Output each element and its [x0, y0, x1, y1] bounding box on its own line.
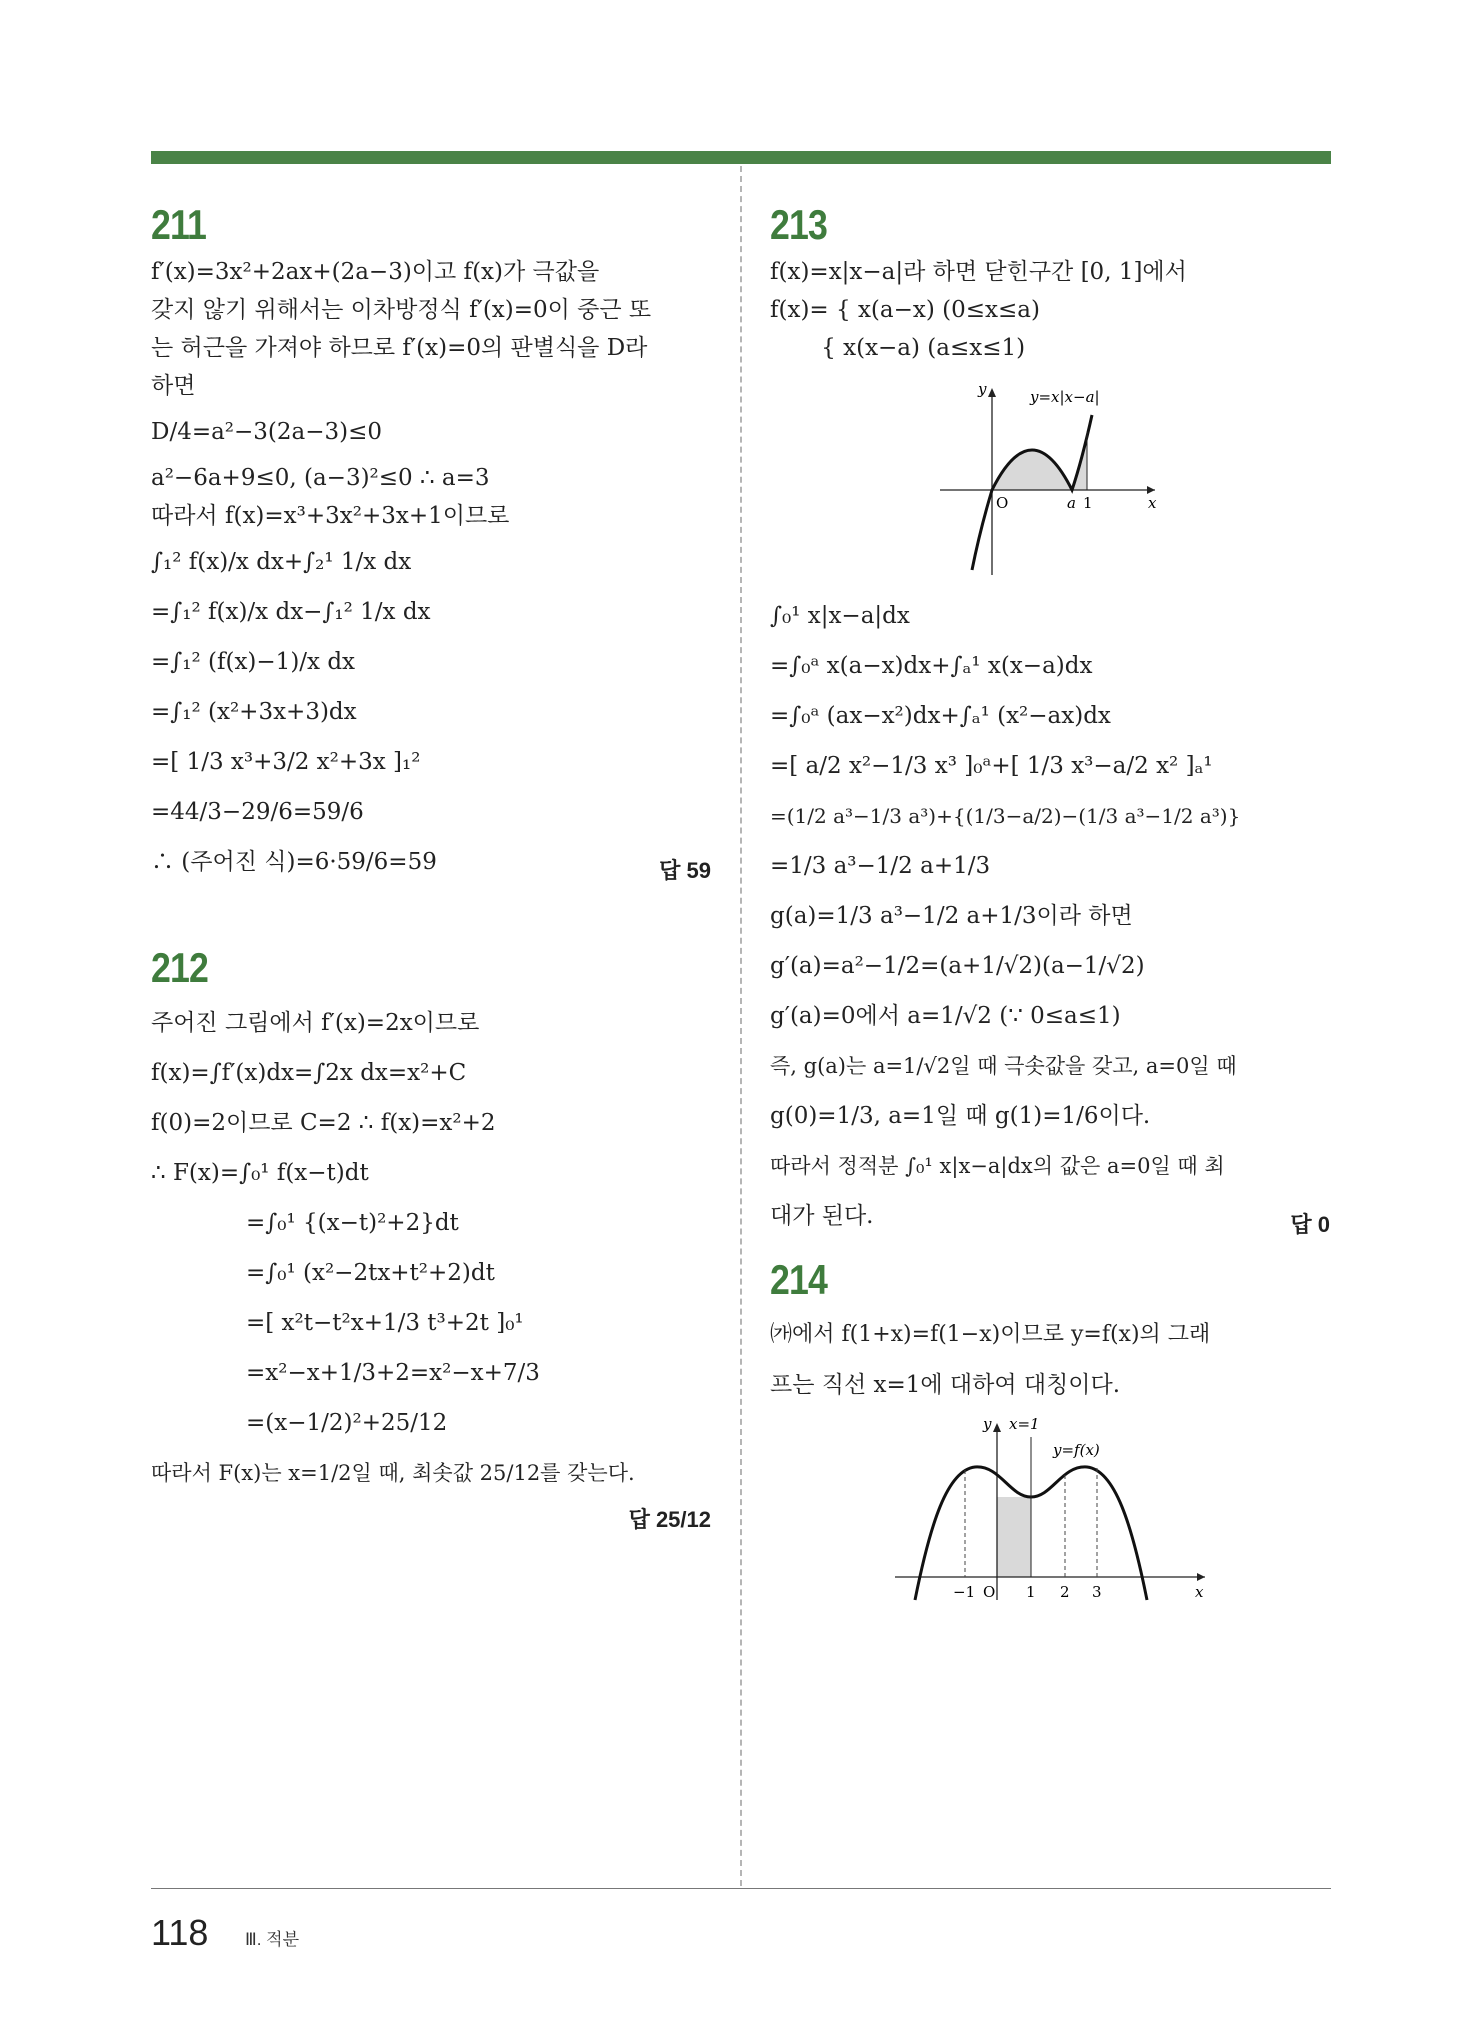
solution-line: =∫₁² (x²+3x+3)dx	[151, 699, 357, 725]
solution-line: f(x)= { x(a−x) (0≤x≤a)	[770, 297, 1040, 323]
solution-line: 따라서 정적분 ∫₀¹ x|x−a|dx의 값은 a=0일 때 최	[770, 1154, 1225, 1178]
problem-number: 213	[770, 201, 828, 248]
solution-line: =∫₀¹ {(x−t)²+2}dt	[246, 1210, 459, 1236]
x-label: x	[1148, 494, 1157, 512]
x-label: x	[1195, 1583, 1204, 1601]
solution-line: =∫₁² f(x)/x dx−∫₁² 1/x dx	[151, 599, 431, 625]
section-label: Ⅲ. 적분	[245, 1930, 300, 1949]
solution-line: f′(x)=3x²+2ax+(2a−3)이고 f(x)가 극값을	[151, 259, 600, 285]
solution-line: f(x)=x|x−a|라 하면 닫힌구간 [0, 1]에서	[770, 259, 1187, 285]
tick-1: 1	[1083, 494, 1093, 512]
solution-line: 대가 된다.	[770, 1203, 874, 1229]
problem-number: 211	[151, 201, 207, 248]
origin-label: O	[983, 1583, 996, 1601]
solution-line: =[ a/2 x²−1/3 x³ ]₀ᵃ+[ 1/3 x³−a/2 x² ]ₐ¹	[770, 753, 1213, 779]
shaded-strip	[997, 1497, 1031, 1577]
y-label: y	[983, 1415, 992, 1433]
curve-label: y=x|x−a|	[1030, 388, 1100, 406]
problem-number: 214	[770, 1256, 828, 1303]
tick-a: a	[1067, 494, 1076, 512]
answer: 답 59	[659, 858, 711, 883]
tick-2: 2	[1060, 1583, 1070, 1601]
solution-line: =∫₀ᵃ x(a−x)dx+∫ₐ¹ x(x−a)dx	[770, 653, 1093, 679]
solution-line: 따라서 f(x)=x³+3x²+3x+1이므로	[151, 503, 510, 529]
solution-line: f(0)=2이므로 C=2 ∴ f(x)=x²+2	[151, 1110, 496, 1136]
solution-line: 주어진 그림에서 f′(x)=2x이므로	[151, 1010, 480, 1036]
left-column	[151, 200, 711, 1534]
graph-213	[930, 380, 1170, 580]
answer: 답 0	[1290, 1212, 1330, 1237]
problem-212	[151, 943, 711, 1534]
right-column	[770, 200, 1330, 1621]
solution-line: D/4=a²−3(2a−3)≤0	[151, 419, 383, 445]
tick-neg1: −1	[953, 1583, 976, 1601]
column-divider	[740, 166, 742, 1886]
tick-1: 1	[1026, 1583, 1036, 1601]
solution-line: =44/3−29/6=59/6	[151, 799, 364, 825]
solution-line: 프는 직선 x=1에 대하여 대칭이다.	[770, 1372, 1121, 1398]
problem-211	[151, 200, 711, 885]
solution-line: ∫₁² f(x)/x dx+∫₂¹ 1/x dx	[151, 549, 412, 575]
solution-line: a²−6a+9≤0, (a−3)²≤0 ∴ a=3	[151, 465, 490, 491]
shaded-area	[992, 432, 1087, 490]
y-label: y	[978, 380, 987, 398]
solution-line: =(1/2 a³−1/3 a³)+{(1/3−a/2)−(1/3 a³−1/2 a³)}	[770, 804, 1241, 828]
solution-line: g(a)=1/3 a³−1/2 a+1/3이라 하면	[770, 903, 1133, 929]
solution-line: g(0)=1/3, a=1일 때 g(1)=1/6이다.	[770, 1103, 1151, 1129]
x-axis-arrow	[1147, 486, 1155, 494]
solution-line: 하면	[151, 373, 196, 399]
solution-line: =1/3 a³−1/2 a+1/3	[770, 853, 991, 879]
solution-line: f(x)=∫f′(x)dx=∫2x dx=x²+C	[151, 1060, 467, 1086]
footer-rule	[151, 1888, 1331, 1889]
solution-line: =∫₀¹ (x²−2tx+t²+2)dt	[246, 1260, 495, 1286]
problem-214	[770, 1255, 1330, 1605]
y-axis-arrow	[988, 388, 996, 397]
line-label: x=1	[1009, 1415, 1040, 1433]
curve	[972, 415, 1092, 570]
solution-line: ∫₀¹ x|x−a|dx	[770, 603, 910, 629]
page-number: 118	[151, 1912, 209, 1953]
x-axis-arrow	[1197, 1573, 1205, 1581]
solution-line: =∫₁² (f(x)−1)/x dx	[151, 649, 356, 675]
problem-213	[770, 200, 1330, 1239]
solution-line: g′(a)=0에서 a=1/√2 (∵ 0≤a≤1)	[770, 1003, 1121, 1029]
solution-line: =[ 1/3 x³+3/2 x²+3x ]₁²	[151, 749, 421, 775]
solution-line: =∫₀ᵃ (ax−x²)dx+∫ₐ¹ (x²−ax)dx	[770, 703, 1111, 729]
solution-line: 따라서 F(x)는 x=1/2일 때, 최솟값 25/12를 갖는다.	[151, 1461, 635, 1485]
solution-line: { x(x−a) (a≤x≤1)	[770, 335, 1026, 361]
origin-label: O	[996, 494, 1009, 512]
solution-line: ㈎에서 f(1+x)=f(1−x)이므로 y=f(x)의 그래	[770, 1322, 1211, 1347]
curve-label: y=f(x)	[1053, 1441, 1100, 1459]
solution-line: 는 허근을 가져야 하므로 f′(x)=0의 판별식을 D라	[151, 335, 648, 361]
solution-line: g′(a)=a²−1/2=(a+1/√2)(a−1/√2)	[770, 953, 1145, 979]
solution-line: =x²−x+1/3+2=x²−x+7/3	[246, 1360, 540, 1386]
tick-3: 3	[1092, 1583, 1102, 1601]
answer: 답 25/12	[628, 1507, 711, 1532]
solution-line: =[ x²t−t²x+1/3 t³+2t ]₀¹	[246, 1310, 524, 1336]
graph-214	[885, 1415, 1215, 1605]
solution-line: 즉, g(a)는 a=1/√2일 때 극솟값을 갖고, a=0일 때	[770, 1054, 1237, 1078]
problem-number: 212	[151, 944, 209, 991]
solution-line: ∴ F(x)=∫₀¹ f(x−t)dt	[151, 1160, 369, 1186]
y-axis-arrow	[993, 1423, 1001, 1432]
top-accent-bar	[151, 151, 1331, 164]
solution-line: =(x−1/2)²+25/12	[246, 1410, 448, 1436]
solution-line: ∴ (주어진 식)=6·59/6=59	[151, 849, 437, 875]
solution-line: 갖지 않기 위해서는 이차방정식 f′(x)=0이 중근 또	[151, 297, 652, 323]
